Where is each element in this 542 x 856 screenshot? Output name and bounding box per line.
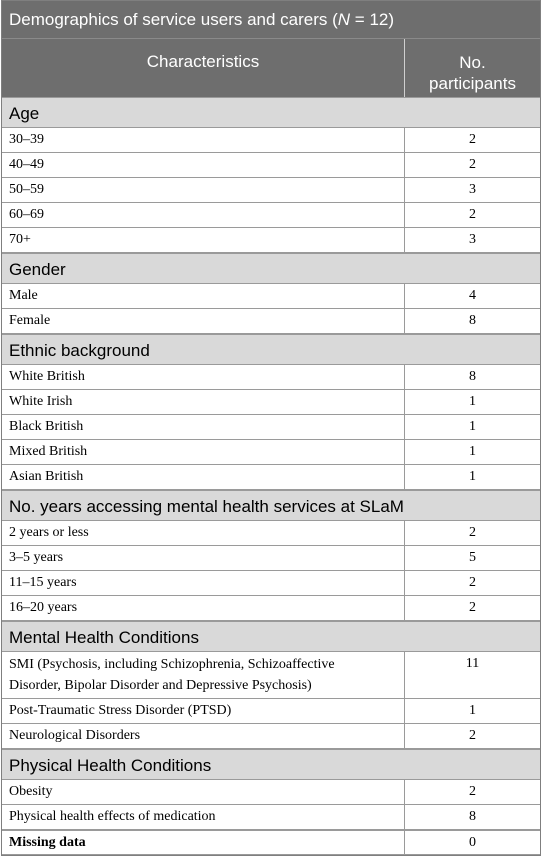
row-label: Mixed British <box>2 440 405 464</box>
row-value: 2 <box>469 157 476 172</box>
row-value: 0 <box>469 835 476 850</box>
row-value: 4 <box>469 288 476 303</box>
row-label: 3–5 years <box>2 546 405 570</box>
section-heading-physical-health: Physical Health Conditions <box>2 749 540 780</box>
table-row <box>2 440 540 465</box>
row-value: 8 <box>469 369 476 384</box>
row-value: 5 <box>469 550 476 565</box>
section-heading-ethnic: Ethnic background <box>2 334 540 365</box>
table-row <box>2 521 540 546</box>
table-row <box>2 546 540 571</box>
table-title <box>2 1 540 39</box>
table-row <box>2 228 540 253</box>
table-row-missing <box>2 830 540 855</box>
table-header <box>2 39 540 97</box>
title-text: Demographics of service users and carers ( <box>9 10 338 29</box>
table-row <box>2 284 540 309</box>
table-row <box>2 596 540 621</box>
row-label: 40–49 <box>2 153 405 177</box>
row-label: 60–69 <box>2 203 405 227</box>
row-label: White British <box>2 365 405 389</box>
table-row <box>2 309 540 334</box>
section-heading-gender: Gender <box>2 253 540 284</box>
title-suffix: = 12) <box>350 10 395 29</box>
section-heading-years: No. years accessing mental health services at SLaM <box>2 490 540 521</box>
table-row <box>2 203 540 228</box>
row-label: 11–15 years <box>2 571 405 595</box>
row-label: 50–59 <box>2 178 405 202</box>
row-label: 70+ <box>2 228 405 252</box>
row-value: 1 <box>469 419 476 434</box>
table-row <box>2 153 540 178</box>
row-label: Asian British <box>2 465 405 489</box>
header-participants <box>405 39 540 97</box>
row-value: 2 <box>469 728 476 743</box>
row-label: Male <box>2 284 405 308</box>
row-label: Female <box>2 309 405 333</box>
row-label <box>2 652 405 698</box>
row-label: 30–39 <box>2 128 405 152</box>
row-value: 1 <box>469 469 476 484</box>
header-characteristics: Characteristics <box>2 39 405 97</box>
table-row <box>2 178 540 203</box>
row-label: Physical health effects of medication <box>2 805 405 829</box>
demographics-table <box>1 0 541 856</box>
table-row <box>2 465 540 490</box>
row-label: Post-Traumatic Stress Disorder (PTSD) <box>2 699 405 723</box>
row-label: 2 years or less <box>2 521 405 545</box>
row-value: 3 <box>469 182 476 197</box>
row-value: 1 <box>469 444 476 459</box>
table-row <box>2 652 540 699</box>
row-value: 2 <box>469 784 476 799</box>
row-value: 2 <box>469 525 476 540</box>
row-value: 2 <box>469 575 476 590</box>
row-label: White Irish <box>2 390 405 414</box>
row-value: 8 <box>469 809 476 824</box>
table-row <box>2 724 540 749</box>
table-row <box>2 390 540 415</box>
row-value: 1 <box>469 703 476 718</box>
table-row <box>2 780 540 805</box>
row-label: Neurological Disorders <box>2 724 405 748</box>
section-heading-age: Age <box>2 97 540 128</box>
title-n: N <box>337 10 351 29</box>
row-value: 11 <box>465 656 480 671</box>
row-value: 1 <box>469 394 476 409</box>
header-participants-line1: No. <box>459 53 486 72</box>
row-label-line1: SMI (Psychosis, including Schizophrenia, Schizoaffective <box>9 657 335 672</box>
row-value: 3 <box>469 232 476 247</box>
table-row <box>2 699 540 724</box>
row-label-line2: Disorder, Bipolar Disorder and Depressive Psychosis) <box>9 678 312 693</box>
row-value: 2 <box>469 132 476 147</box>
row-value: 8 <box>469 313 476 328</box>
section-heading-mental-health: Mental Health Conditions <box>2 621 540 652</box>
row-label: Obesity <box>2 780 405 804</box>
table-row <box>2 415 540 440</box>
row-label: Black British <box>2 415 405 439</box>
row-label: Missing data <box>2 831 405 854</box>
table-row <box>2 571 540 596</box>
header-participants-line2: participants <box>429 74 516 93</box>
row-label: 16–20 years <box>2 596 405 620</box>
row-value: 2 <box>469 600 476 615</box>
table-row <box>2 805 540 830</box>
table-row <box>2 365 540 390</box>
table-row <box>2 128 540 153</box>
row-value: 2 <box>469 207 476 222</box>
